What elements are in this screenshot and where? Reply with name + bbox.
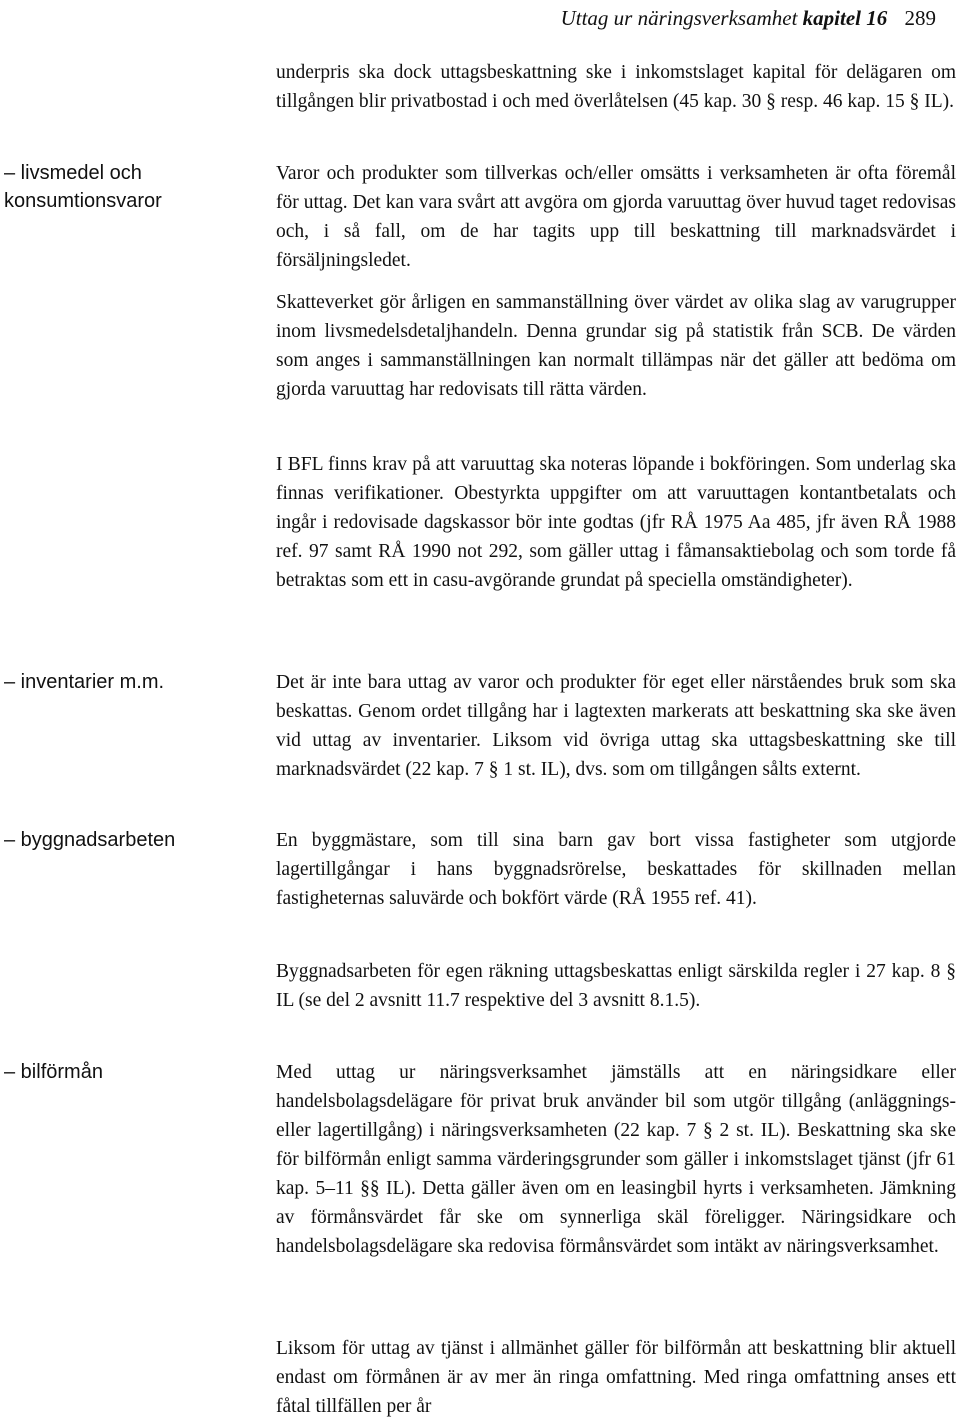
margin-note-inventarier: – inventarier m.m. <box>4 671 165 693</box>
paragraph-6: En byggmästare, som till sina barn gav bort vissa fastigheter som utgjorde lagertillgångar i hans byggnadsrörelse, beskattades för skillnaden mellan fastigheternas saluvärde och bokfört värde (RÅ 1955 ref. 41). <box>276 830 956 909</box>
paragraph-9: Liksom för uttag av tjänst i allmänhet gäller för bilförmån att beskattning blir aktuell endast om förmånen är av mer än ringa omfattning. Med ringa omfattning anses ett fåtal tillfällen per år <box>276 1338 956 1417</box>
paragraph-7: Byggnadsarbeten för egen räkning uttagsbeskattas enligt särskilda regler i 27 kap. 8 § IL (se del 2 avsnitt 11.7 respektive del 3 avsnitt 8.1.5). <box>276 961 956 1011</box>
paragraph-1: underpris ska dock uttagsbeskattning ske i inkomstslaget kapital för delägaren om tillgången blir privatbostad i och med överlåtelsen (45 kap. 30 § resp. 46 kap. 15 § IL). <box>276 62 956 112</box>
header-chapter: kapitel 16 <box>802 6 888 30</box>
paragraph-8: Med uttag ur näringsverksamhet jämställs att en näringsidkare eller handelsbolagsdelägare för privat bruk använder bil som utgör tillgång (anläggnings- eller lagertillgång) i näringsverksamheten (22 kap. 7 § 2 st. IL). Beskattning ska ske för bilförmån enligt samma värderingsgrunder som gäller i inkomstslaget tjänst (jfr 61 kap. 5–11 §§ IL). Detta gäller även om en leasingbil hyrts i verksamheten. Jämkning av förmånsvärdet får ske om synnerliga skäl föreligger. Näringsidkare och handelsbolagsdelägare ska redovisa förmånsvärdet som intäkt av näringsverksamhet. <box>276 1062 956 1257</box>
paragraph-2: Varor och produkter som tillverkas och/eller omsätts i verksamheten är ofta föremål för uttag. Det kan vara svårt att avgöra om gjorda varuuttag över huvud taget redovisas och, i så fall, om de har tagits upp till beskattning till marknadsvärdet i försäljningsledet. <box>276 163 956 271</box>
paragraph-3: Skatteverket gör årligen en sammanställning över värdet av olika slag av varugrupper inom livsmedelsdetaljhandeln. Denna grundar sig på statistik från SCB. De värden som anges i sammanställningen kan normalt tillämpas när det gäller att bedöma om gjorda varuuttag har redovisats till rätta värden. <box>276 292 956 400</box>
paragraph-4: I BFL finns krav på att varuuttag ska noteras löpande i bokföringen. Som underlag ska finnas verifikationer. Obestyrkta uppgifter om att varuuttagen kontantbetalats och ingår i redovisade dagskassor bör inte godtas (jfr RÅ 1975 Aa 485, jfr även RÅ 1988 ref. 97 samt RÅ 1990 not 292, som gäller uttag i fåmansaktiebolag och som torde få betraktas som ett in casu-avgörande grundat på speciella omständigheter). <box>276 454 956 591</box>
header-title: Uttag ur näringsverksamhet <box>560 6 798 30</box>
page-number: 289 <box>904 6 936 30</box>
running-header <box>561 6 936 31</box>
paragraph-5: Det är inte bara uttag av varor och produkter för eget eller närståendes bruk som ska beskattas. Genom ordet tillgång har i lagtexten markerats att beskattning ska ske även vid uttag av inventarier. Liksom vid övriga uttag ska uttagsbeskattning ske till marknadsvärdet (22 kap. 7 § 1 st. IL), dvs. som om tillgången sålts externt. <box>276 672 956 780</box>
margin-note-bilforman: – bilförmån <box>4 1061 103 1083</box>
margin-note-livsmedel: – livsmedel och konsumtionsvaror <box>4 162 162 212</box>
margin-note-byggnadsarbeten: – byggnadsarbeten <box>4 829 176 851</box>
